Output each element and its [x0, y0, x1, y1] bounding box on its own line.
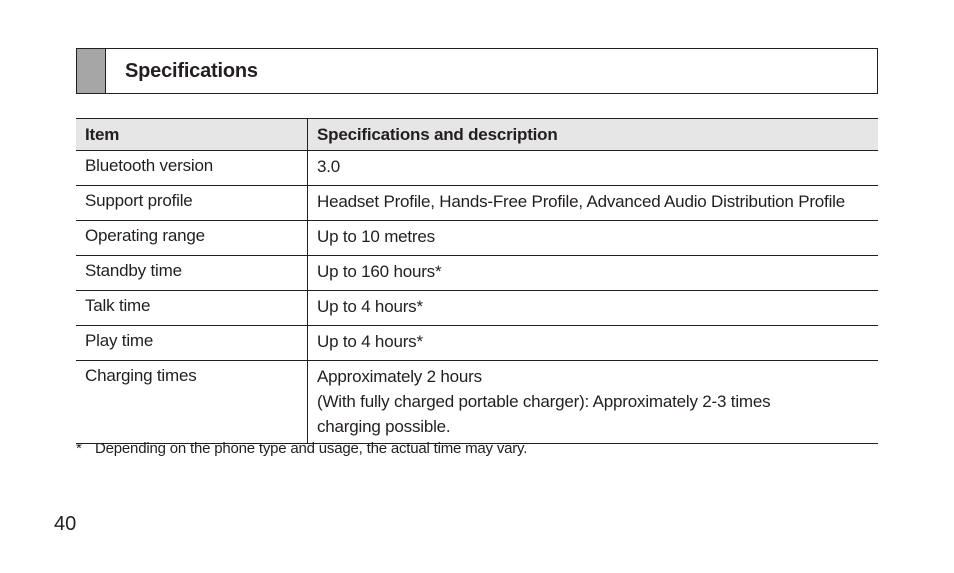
table-row	[76, 326, 878, 361]
header-specifications: Specifications and description	[308, 119, 879, 151]
spec-line: 3.0	[317, 157, 341, 176]
table-row	[76, 361, 878, 444]
footnote-text: Depending on the phone type and usage, the actual time may vary.	[95, 440, 528, 457]
item-cell: Support profile	[76, 186, 308, 221]
spec-line: Headset Profile, Hands-Free Profile, Advanced Audio Distribution Profile	[317, 192, 845, 211]
specifications-table	[76, 118, 878, 444]
spec-cell	[308, 361, 879, 444]
table-row	[76, 291, 878, 326]
item-cell: Bluetooth version	[76, 151, 308, 186]
item-cell: Play time	[76, 326, 308, 361]
spec-line: Approximately 2 hours	[317, 367, 482, 386]
spec-line: Up to 4 hours*	[317, 297, 423, 316]
item-cell: Operating range	[76, 221, 308, 256]
spec-line: charging possible.	[317, 417, 451, 436]
table-row	[76, 186, 878, 221]
header-item: Item	[76, 119, 308, 151]
section-header-bar	[77, 49, 106, 93]
spec-cell	[308, 221, 879, 256]
spec-cell	[308, 291, 879, 326]
footnote-marker: *	[76, 440, 82, 457]
section-header	[76, 48, 878, 94]
table-row	[76, 221, 878, 256]
table-header-row	[76, 119, 878, 151]
footnote	[76, 440, 527, 457]
spec-line: Up to 10 metres	[317, 227, 435, 246]
item-cell: Talk time	[76, 291, 308, 326]
spec-cell	[308, 326, 879, 361]
spec-cell	[308, 151, 879, 186]
item-cell: Charging times	[76, 361, 308, 444]
spec-cell	[308, 256, 879, 291]
spec-line: Up to 4 hours*	[317, 332, 423, 351]
item-cell: Standby time	[76, 256, 308, 291]
table-row	[76, 151, 878, 186]
spec-line: Up to 160 hours*	[317, 262, 442, 281]
page-number: 40	[54, 513, 77, 535]
section-title: Specifications	[125, 60, 258, 82]
table-row	[76, 256, 878, 291]
spec-line: (With fully charged portable charger): Approximately 2-3 times	[317, 392, 771, 411]
spec-cell	[308, 186, 879, 221]
